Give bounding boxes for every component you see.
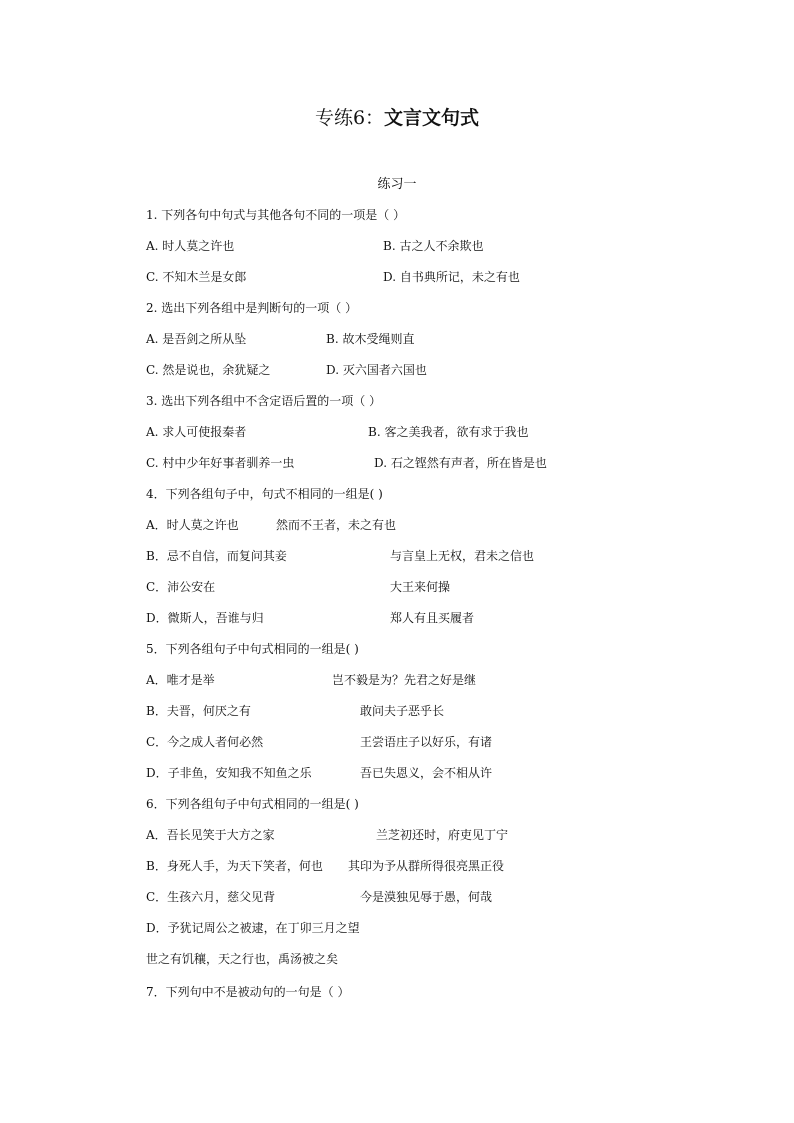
line-text: 2. 选出下列各组中是判断句的一项（ ） <box>146 301 358 315</box>
line-option: D. 石之铿然有声者，所在皆是也 <box>374 456 547 470</box>
line-option: B. 古之人不余欺也 <box>383 239 484 253</box>
title-prefix: 专练6： <box>314 107 385 129</box>
line-option: B. 故木受绳则直 <box>326 332 415 346</box>
line-text: C．生孩六月，慈父见背 <box>146 890 276 904</box>
line-option: 今是漠独见辱于愚，何哉 <box>360 890 493 904</box>
line-option: 然而不王者，未之有也 <box>276 518 397 532</box>
line-option: 与言皇上无权，君未之信也 <box>390 549 535 563</box>
line-option: 敢问夫子恶乎长 <box>360 704 445 718</box>
line-text: D．予犹记周公之被逮，在丁卯三月之望 <box>146 921 360 935</box>
line-text: A. 时人莫之许也 <box>146 239 235 253</box>
line-text: B．夫晋，何厌之有 <box>146 704 251 718</box>
line-option: B. 客之美我者，欲有求于我也 <box>368 425 529 439</box>
line-text: A. 求人可使报秦者 <box>146 425 247 439</box>
line-text: 世之有饥穰，天之行也，禹汤被之矣 <box>146 952 339 966</box>
line-text: A．吾长见笑于大方之家 <box>146 828 275 842</box>
line-text: 1. 下列各句中句式与其他各句不同的一项是（ ） <box>146 208 406 222</box>
line-text: 7．下列句中不是被动句的一句是（ ） <box>146 985 350 999</box>
line-text: C. 不知木兰是女郎 <box>146 270 247 284</box>
line-text: A．时人莫之许也 <box>146 518 239 532</box>
line-text: B．身死人手，为天下笑者，何也 <box>146 859 323 873</box>
line-text: C．沛公安在 <box>146 580 216 594</box>
title-main: 文言文句式 <box>384 107 480 129</box>
line-option: 郑人有且买履者 <box>390 611 475 625</box>
line-text: 5．下列各组句子中句式相同的一组是( ) <box>146 642 359 656</box>
line-option: D. 灭六国者六国也 <box>326 363 427 377</box>
line-text: A. 是吾剑之所从坠 <box>146 332 247 346</box>
section-subtitle: 练习一 <box>377 177 417 192</box>
line-text: 6．下列各组句子中句式相同的一组是( ) <box>146 797 359 811</box>
line-option: 岂不毅是为？先君之好是继 <box>332 673 477 687</box>
line-text: C. 然是说也，余犹疑之 <box>146 363 271 377</box>
line-option: 吾已失恩义，会不相从许 <box>360 766 493 780</box>
line-option: 大王来何操 <box>390 580 451 594</box>
line-option: 王尝语庄子以好乐，有诸 <box>360 735 493 749</box>
line-text: 4．下列各组句子中，句式不相同的一组是( ) <box>146 487 383 501</box>
line-text: D．子非鱼，安知我不知鱼之乐 <box>146 766 312 780</box>
page-title <box>0 104 794 132</box>
line-option: 其印为予从群所得很亮黑正役 <box>348 859 505 873</box>
line-text: C．今之成人者何必然 <box>146 735 264 749</box>
line-option: 兰芝初还时，府吏见丁宁 <box>376 828 509 842</box>
line-text: A．唯才是举 <box>146 673 215 687</box>
line-option: D. 自书典所记，未之有也 <box>383 270 520 284</box>
line-text: 3. 选出下列各组中不含定语后置的一项（ ） <box>146 394 382 408</box>
line-text: B．忌不自信，而复问其妾 <box>146 549 287 563</box>
line-text: C. 村中少年好事者驯养一虫 <box>146 456 295 470</box>
line-text: D．微斯人，吾谁与归 <box>146 611 264 625</box>
